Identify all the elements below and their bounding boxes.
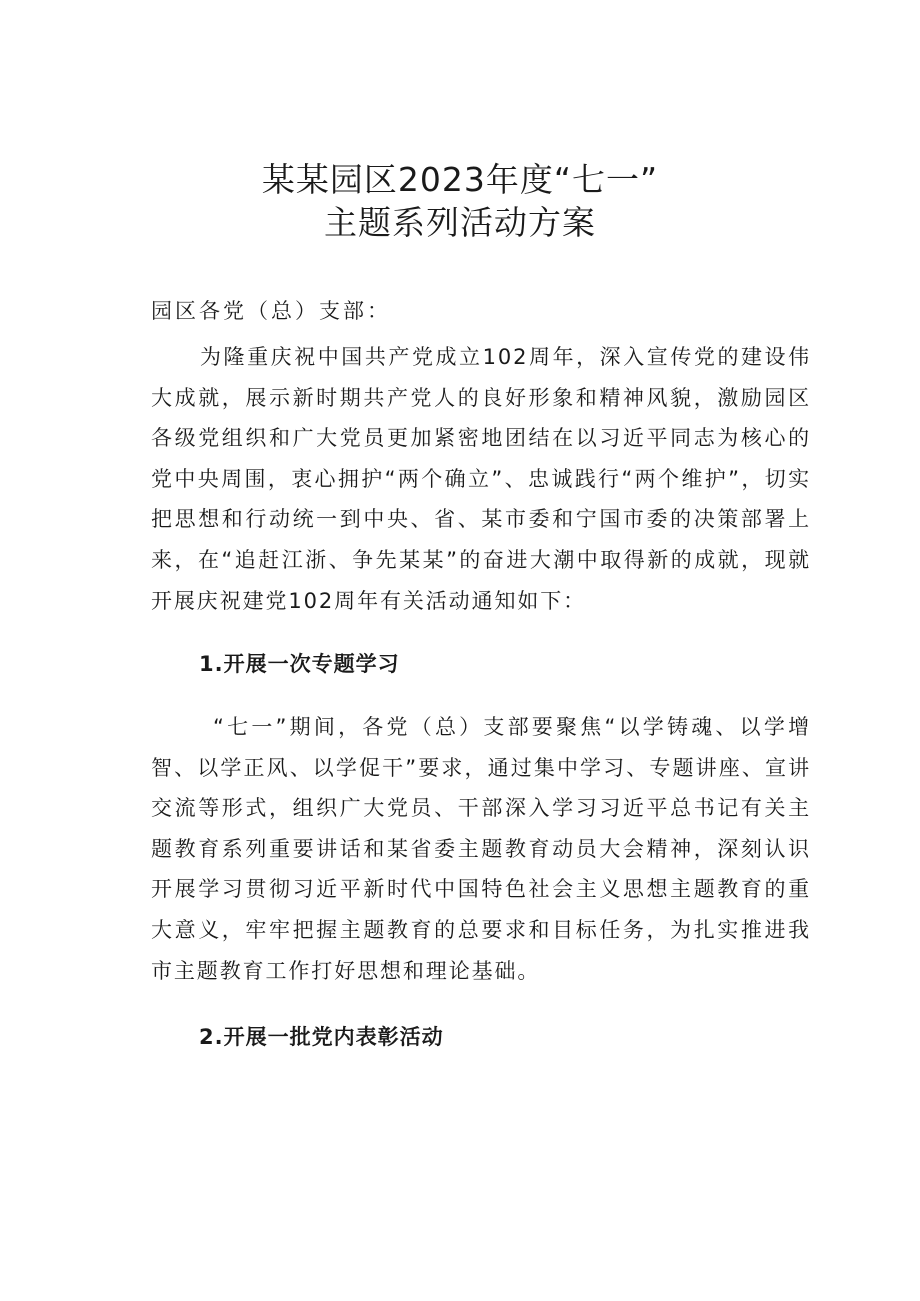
section1-heading: 1.开展一次专题学习 bbox=[199, 652, 400, 676]
section2-heading: 2.开展一批党内表彰活动 bbox=[199, 1025, 444, 1049]
section1-paragraph: “七一”期间，各党（总）支部要聚焦“以学铸魂、以学增智、以学正风、以学促干”要求，通过集中学习、专题讲座、宣讲交流等形式，组织广大党员、干部深入学习习近平总书记有关主题教育系列重要讲话和某省委主题教育动员大会精神，深刻认识开展学习贯彻习近平新时代中国特色社会主义思想主题教育的重大意义，牢牢把握主题教育的总要求和目标任务，为扎实推进我市主题教育工作打好思想和理论基础。 bbox=[151, 715, 811, 983]
salutation: 园区各党（总）支部： bbox=[151, 299, 391, 323]
intro-paragraph: 为隆重庆祝中国共产党成立102周年，深入宣传党的建设伟大成就，展示新时期共产党人的良好形象和精神风貌，激励园区各级党组织和广大党员更加紧密地团结在以习近平同志为核心的党中央周围，衷心拥护“两个确立”、忠诚践行“两个维护”，切实把思想和行动统一到中央、省、某市委和宁国市委的决策部署上来，在“追赶江浙、争先某某”的奋进大潮中取得新的成就，现就开展庆祝建党102周年有关活动通知如下： bbox=[151, 345, 811, 613]
document-title-line2: 主题系列活动方案 bbox=[324, 203, 596, 242]
document-title-line1: 某某园区2023年度“七一” bbox=[261, 160, 659, 199]
